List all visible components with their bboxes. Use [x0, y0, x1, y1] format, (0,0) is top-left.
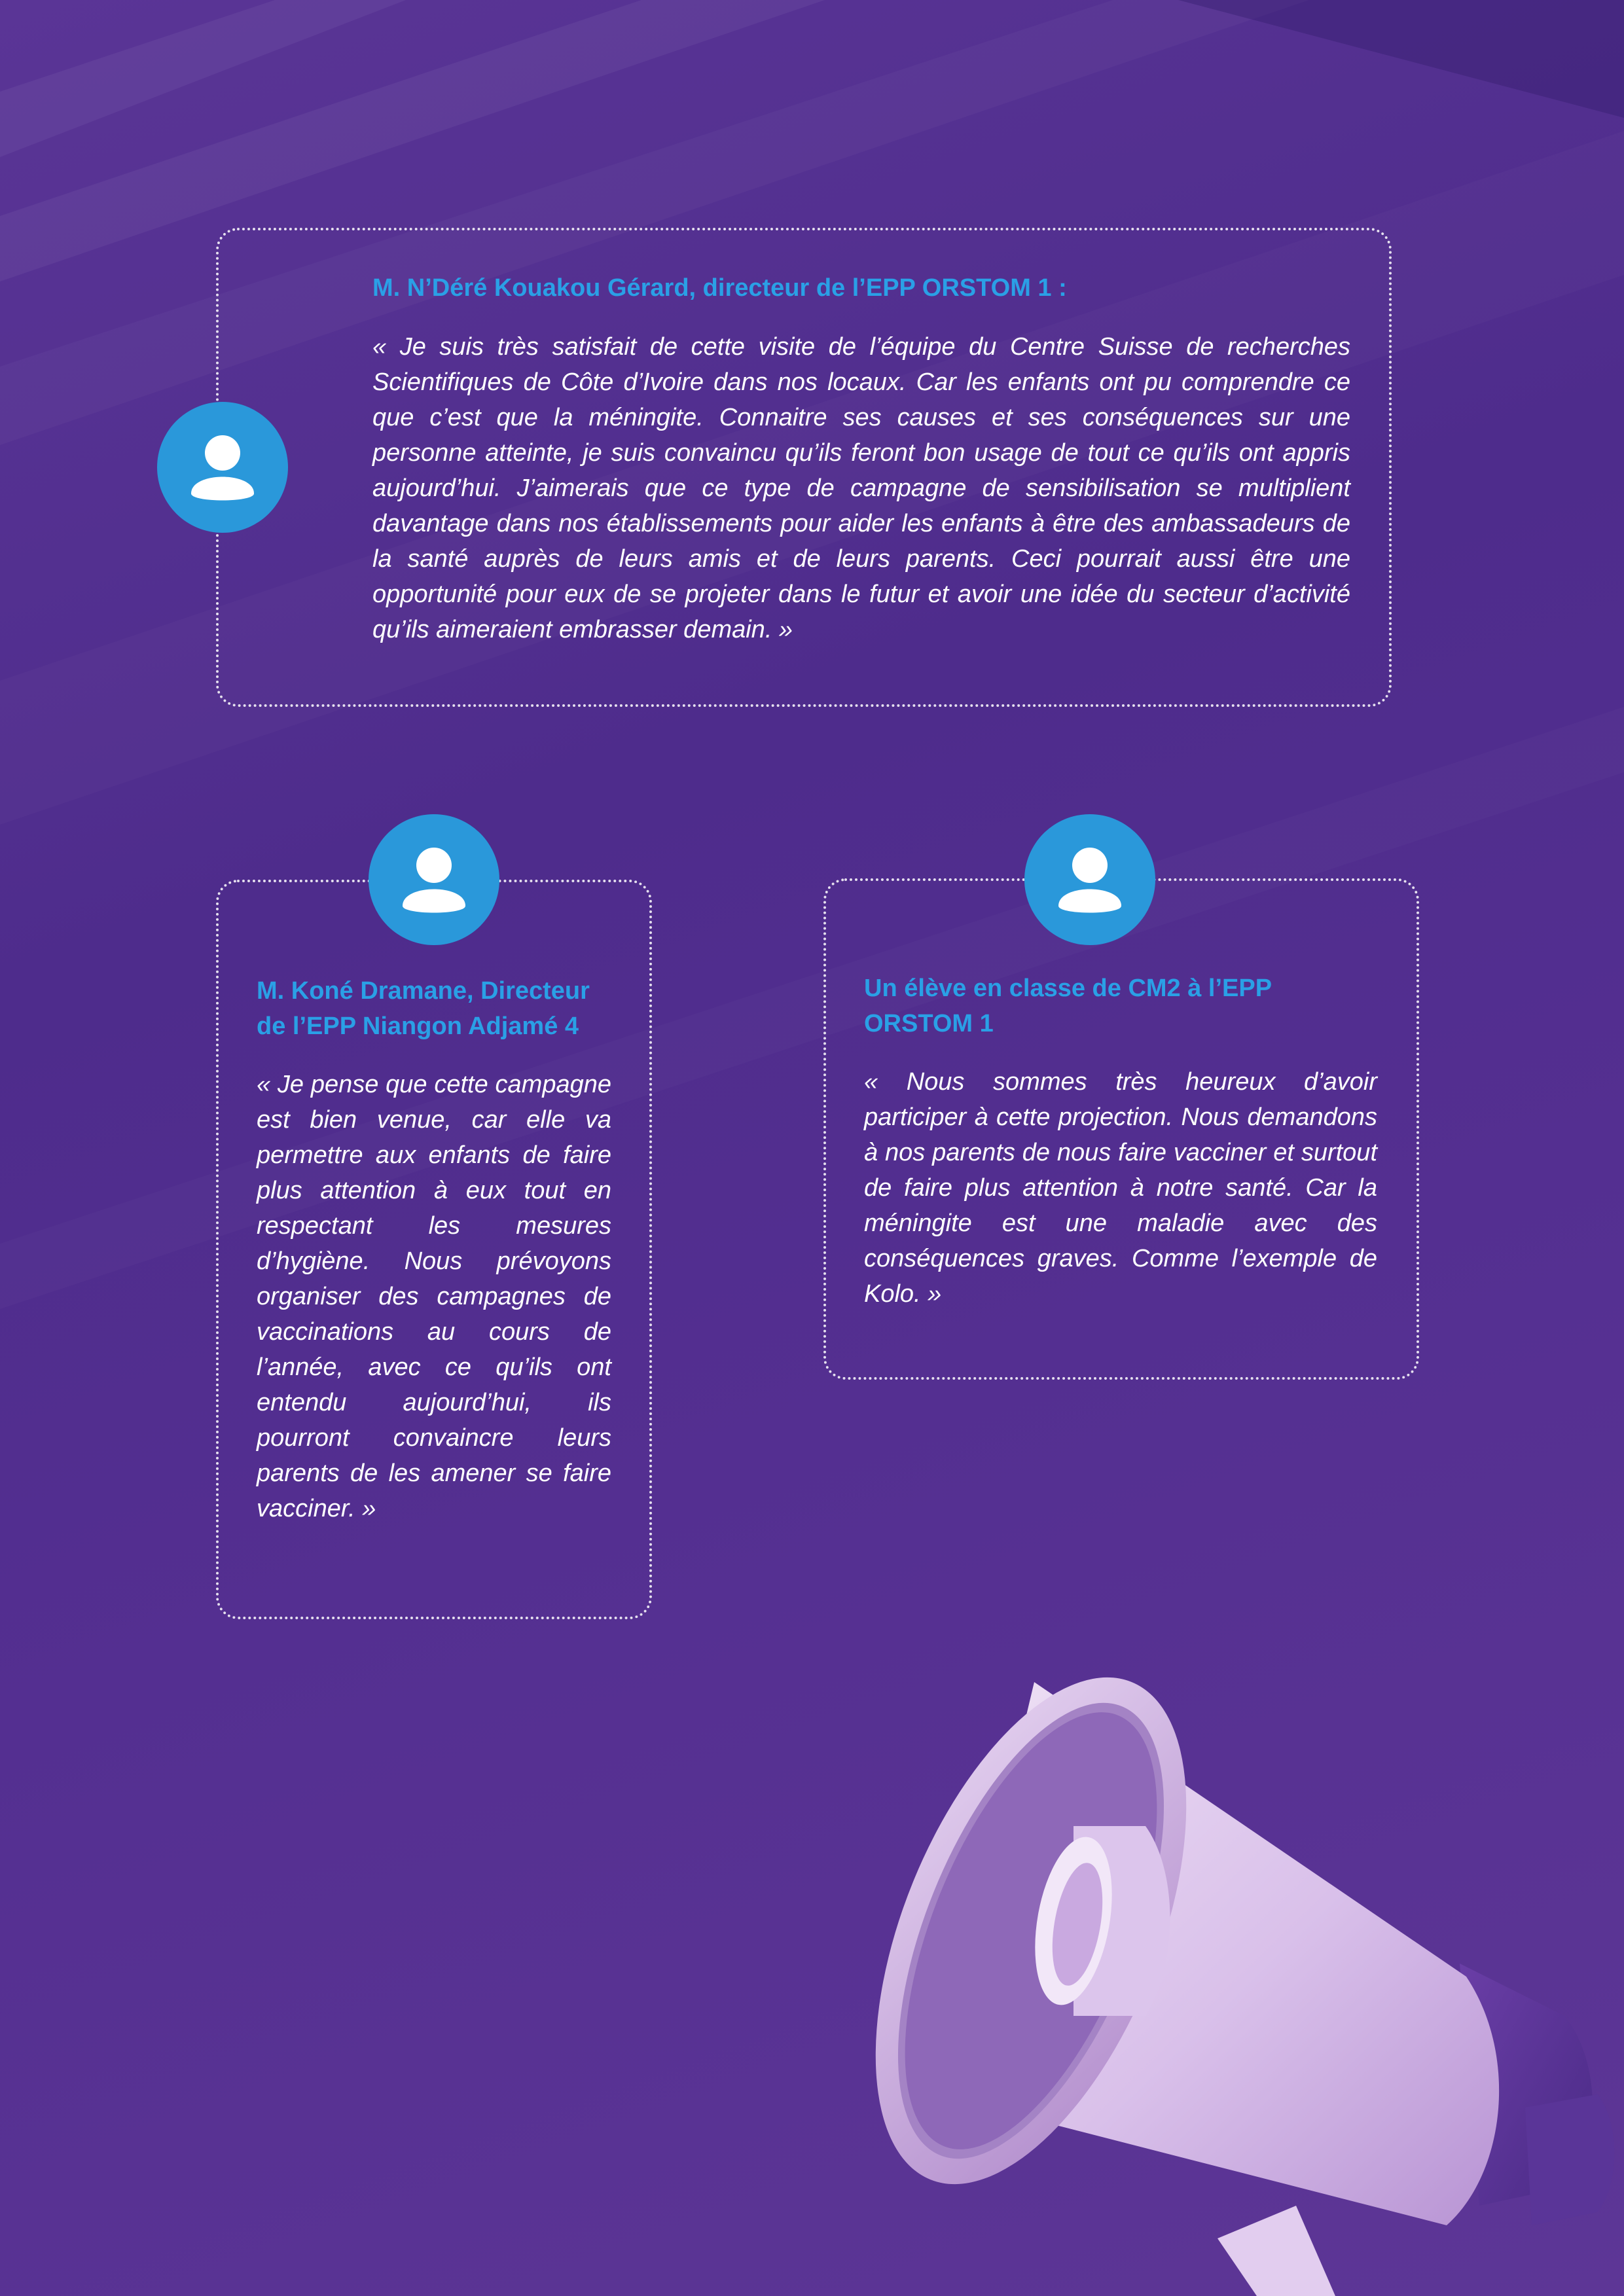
megaphone-icon: [838, 1597, 1624, 2296]
avatar: [369, 814, 499, 945]
avatar: [157, 402, 288, 533]
testimonial-name: M. N’Déré Kouakou Gérard, directeur de l’EPP ORSTOM 1 :: [372, 274, 1067, 302]
testimonial-quote: « Nous sommes très heureux d’avoir participer à cette projection. Nous demandons à nos parents de nous faire vacciner et surtout de faire plus attention à notre santé. Car la méningite est une maladie avec des conséquences graves. Comme l’exemple de Kolo. »: [864, 1068, 1377, 1308]
user-avatar-icon: [369, 814, 499, 945]
testimonial-quote: « Je pense que cette campagne est bien venue, car elle va permettre aux enfants de faire plus attention à eux tout en respectant les mesures d’hygiène. Nous prévoyons organiser des campagnes de vaccinations au cours de l’année, avec ce qu’ils ont entendu aujourd’hui, ils pourront convaincre leurs parents de les amener se faire vacciner. »: [257, 1071, 611, 1522]
user-avatar-icon: [157, 402, 288, 533]
testimonial-name: Un élève en classe de CM2 à l’EPP ORSTOM 1: [864, 975, 1272, 1037]
testimonial-name: M. Koné Dramane, Directeur de l’EPP Niangon Adjamé 4: [257, 977, 590, 1040]
testimonial-quote: « Je suis très satisfait de cette visite de l’équipe du Centre Suisse de recherches Scientifiques de Côte d’Ivoire dans nos locaux. Car les enfants ont pu comprendre ce que c’est que la méningite. Connaitre ses causes et ses conséquences sur une personne atteinte, je suis convaincu qu’ils feront bon usage de tout ce qu’ils ont appris aujourd’hui. J’aimerais que ce type de campagne de sensibilisation se multiplient davantage dans nos établissements pour aider les enfants à être des ambassadeurs de la santé auprès de leurs amis et de leurs parents. Ceci pourrait aussi être une opportunité pour eux de se projeter dans le futur et avoir une idée du secteur d’activité qu’ils aimeraient embrasser demain. »: [372, 333, 1350, 643]
user-avatar-icon: [1024, 814, 1155, 945]
avatar: [1024, 814, 1155, 945]
